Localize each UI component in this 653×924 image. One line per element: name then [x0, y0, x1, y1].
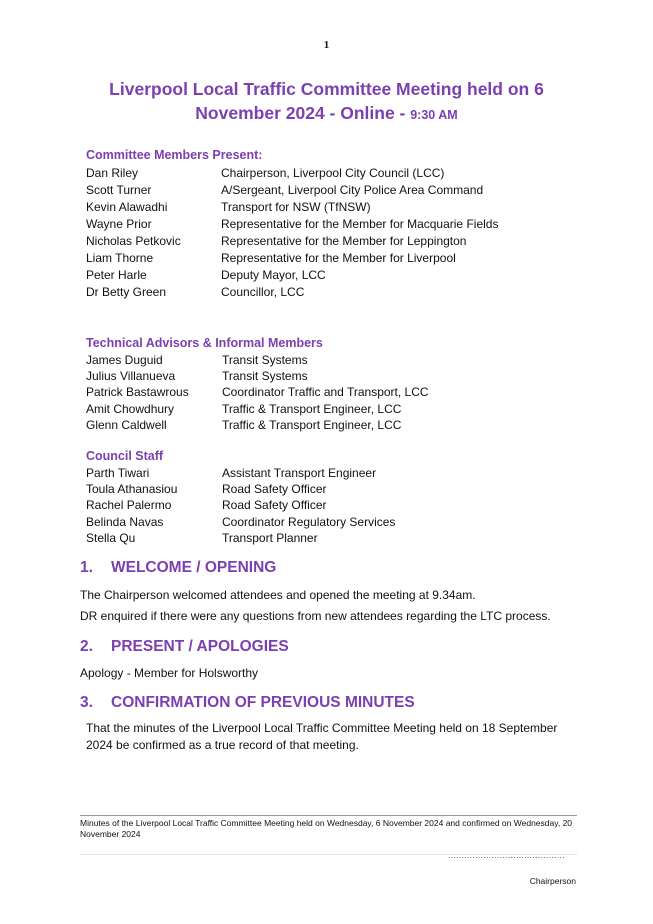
member-role: Transit Systems — [222, 369, 308, 384]
member-role: Transit Systems — [222, 353, 308, 367]
member-name: Kevin Alawadhi — [86, 200, 168, 214]
meeting-time: 9:30 AM — [410, 108, 458, 122]
member-row — [86, 369, 429, 385]
page-number: 1 — [323, 39, 330, 51]
member-row — [86, 183, 498, 200]
member-row — [86, 217, 498, 234]
signature-label: Chairperson — [529, 876, 576, 886]
member-row — [86, 234, 498, 251]
member-name: Belinda Navas — [86, 514, 164, 529]
member-row — [86, 482, 395, 498]
committee-list — [86, 166, 498, 302]
member-role: Transport for NSW (TfNSW) — [221, 200, 371, 214]
member-name: Dan Riley — [86, 166, 139, 180]
member-row — [86, 200, 498, 217]
member-name: James Duguid — [86, 353, 163, 367]
committee-heading: Committee Members Present: — [86, 148, 263, 162]
footer-divider — [80, 815, 577, 816]
member-role: Coordinator Regulatory Services — [222, 514, 396, 529]
member-role: Traffic & Transport Engineer, LCC — [222, 401, 402, 416]
section-1-title: WELCOME / OPENING — [111, 559, 277, 576]
footer-text: Minutes of the Liverpool Local Traffic Committee Meeting held on Wednesday, 6 November 2024 and confirmed on Wednesday, 20 November 2024 — [80, 818, 573, 839]
member-role: Road Safety Officer — [222, 482, 327, 497]
member-row — [86, 385, 429, 401]
section-3-para-1: That the minutes of the Liverpool Local Traffic Committee Meeting held on 18 September 2024 be confirmed as a true record of that meeting. — [86, 721, 558, 752]
member-role: Chairperson, Liverpool City Council (LCC) — [221, 166, 445, 180]
member-row — [86, 466, 395, 482]
member-row — [86, 353, 429, 369]
section-2-title: PRESENT / APOLOGIES — [111, 638, 289, 655]
member-name: Liam Thorne — [86, 251, 154, 265]
member-row — [86, 268, 498, 285]
section-1-para-2: DR enquired if there were any questions from new attendees regarding the LTC process. — [80, 609, 551, 623]
section-1-number: 1. — [80, 559, 93, 576]
member-role: Traffic & Transport Engineer, LCC — [222, 417, 402, 432]
staff-list — [86, 466, 395, 547]
member-row — [86, 515, 395, 531]
member-row — [86, 418, 429, 434]
member-name: Glenn Caldwell — [86, 417, 167, 432]
section-2-number: 2. — [80, 638, 93, 655]
member-name: Nicholas Petkovic — [86, 234, 181, 248]
member-row — [86, 251, 498, 268]
member-name: Peter Harle — [86, 268, 147, 282]
member-role: Road Safety Officer — [222, 498, 327, 513]
member-name: Dr Betty Green — [86, 285, 167, 299]
member-name: Julius Villanueva — [86, 369, 176, 384]
member-role: Councillor, LCC — [221, 285, 305, 299]
member-row — [86, 285, 498, 302]
title-line-1: Liverpool Local Traffic Committee Meeting held on 6 — [109, 79, 544, 99]
section-1-heading — [80, 559, 276, 577]
member-name: Amit Chowdhury — [86, 401, 175, 416]
technical-heading: Technical Advisors & Informal Members — [86, 336, 323, 350]
member-row — [86, 402, 429, 418]
signature-line: ........................................... — [448, 851, 566, 860]
staff-heading: Council Staff — [86, 449, 164, 463]
member-role: Representative for the Member for Leppington — [221, 234, 467, 248]
member-name: Toula Athanasiou — [86, 482, 178, 497]
member-role: Transport Planner — [222, 530, 318, 545]
member-name: Stella Qu — [86, 530, 136, 545]
member-role: Deputy Mayor, LCC — [221, 268, 326, 282]
section-1-para-1: The Chairperson welcomed attendees and opened the meeting at 9.34am. — [80, 588, 476, 602]
page-title — [40, 77, 613, 127]
section-3-heading — [80, 694, 415, 712]
member-role: Assistant Transport Engineer — [222, 466, 377, 480]
section-2-para-1: Apology - Member for Holsworthy — [80, 666, 259, 680]
section-3-number: 3. — [80, 694, 93, 711]
member-row — [86, 498, 395, 514]
section-2-heading — [80, 638, 289, 656]
member-name: Patrick Bastawrous — [86, 385, 189, 400]
member-name: Wayne Prior — [86, 217, 152, 231]
member-role: Representative for the Member for Macquarie Fields — [221, 217, 499, 231]
member-name: Parth Tiwari — [86, 466, 150, 480]
section-3-title: CONFIRMATION OF PREVIOUS MINUTES — [111, 694, 415, 711]
member-name: Rachel Palermo — [86, 498, 172, 513]
member-row — [86, 166, 498, 183]
member-role: Representative for the Member for Liverpool — [221, 251, 456, 265]
title-line-2-text: November 2024 - Online - — [195, 103, 411, 123]
member-role: A/Sergeant, Liverpool City Police Area Command — [221, 183, 484, 197]
member-row — [86, 531, 395, 547]
title-line-2 — [40, 101, 613, 127]
member-name: Scott Turner — [86, 183, 152, 197]
member-role: Coordinator Traffic and Transport, LCC — [222, 385, 429, 400]
technical-list — [86, 353, 429, 434]
